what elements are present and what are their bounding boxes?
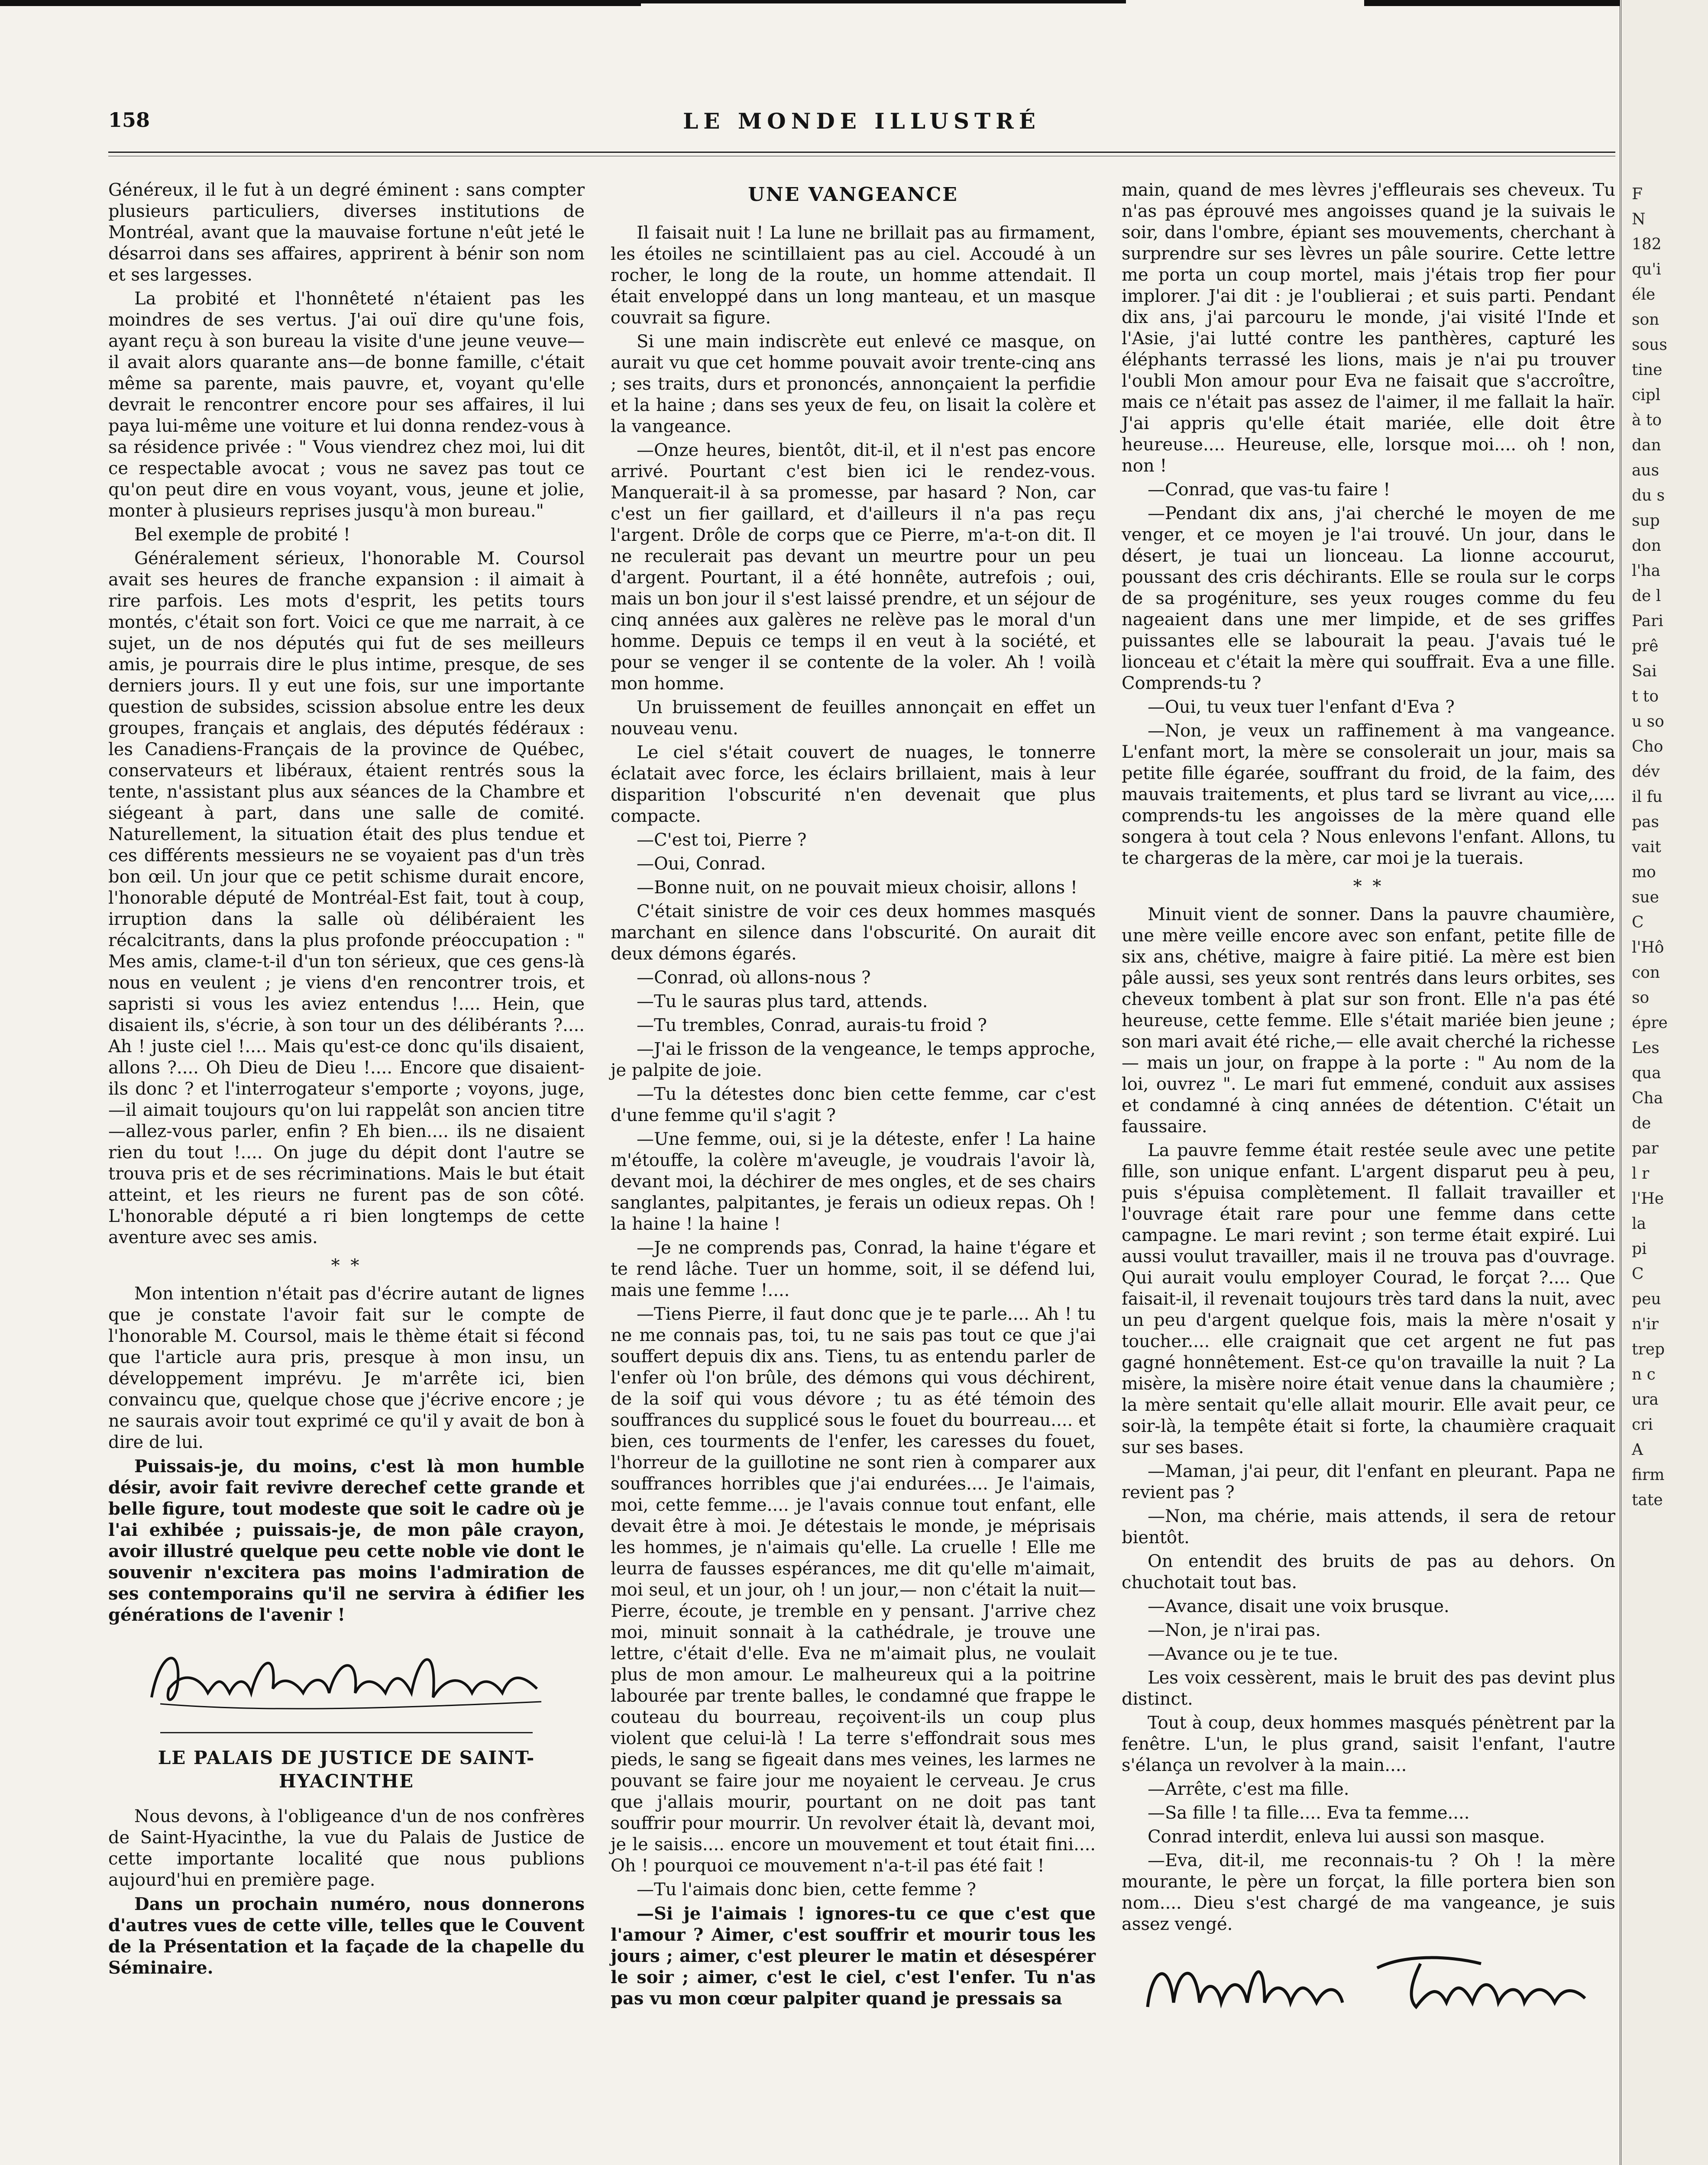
edge-fragment: N [1632,210,1646,228]
top-border-right [1364,0,1624,6]
signature [108,1628,585,1719]
edge-fragment: son [1632,311,1659,329]
column-2 [611,180,1096,2012]
edge-fragment: peu [1632,1290,1661,1308]
edge-fragment: Cha [1632,1089,1663,1107]
edge-fragment: l'Hô [1632,939,1664,956]
edge-fragment: tine [1632,361,1663,379]
edge-fragment: vait [1632,838,1661,856]
paragraph: —Tiens Pierre, il faut donc que je te parle.... Ah ! tu ne me connais pas, toi, tu ne sais pas tout ce que j'ai souffert depuis dix ans. Tiens, tu as entendu parler de l'enfer où l'on brûle, des démons qui vous déchirent, de la soif qui vous dévore ; tu as été témoin des souffrances du supplicé sous le fouet du bourreau.... et bien, ces tourments de l'enfer, les caresses du fouet, l'horreur de la guillotine ne sont rien à comparer aux souffrances horribles que j'ai endurées.... Je l'aimais, moi, cette femme.... je l'avais connue tout enfant, elle devait être à moi. Je détestais le monde, je méprisais les hommes, je n'aimais qu'elle. La cruelle ! Elle me leurra de fausses espérances, me dit qu'elle m'aimait, moi seul, et un jour, oh ! un jour,— non c'était la nuit—Pierre, écoute, je tremble en y pensant. J'arrive chez moi, minuit sonnait à la cathédrale, je trouve une lettre, c'était d'elle. Eva ne m'aimait plus, ne voulait plus de mon amour. Le malheureux qui a la poitrine labourée par trente balles, le condamné que frappe le couteau du bourreau, reçoivent-ils un coup plus violent que celui-là ! La terre s'effondrait sous mes pieds, le sang se figeait dans mes veines, les larmes ne pouvant se faire jour me noyaient le cerveau. Je crus que j'allais mourir, pourtant on ne doit pas tant souffrir pour mourrir. Un revolver était là, devant moi, je le saisis.... encore un mouvement et tout était fini.... Oh ! pourquoi ce mouvement n'a-t-il pas été fait ! [611,1304,1096,1876]
paragraph: Minuit vient de sonner. Dans la pauvre chaumière, une mère veille encore avec son enfant, petite fille de six ans, chétive, maigre à faire pitié. La mère est bien pâle aussi, ses yeux sont rentrés dans leurs orbites, ses cheveux tombent à plat sur son front. Elle n'a pas été heureuse, cette femme. Elle s'était mariée bien jeune ; son mari avait été riche,— elle avait cherché la richesse— mais un jour, on frappe à la porte : " Au nom de la loi, ouvrez ". Le mari fut emmené, conduit aux assises et condamné à cinq années de détention. C'était un faussaire. [1122,905,1615,1137]
page-number: 158 [108,108,150,132]
paragraph: —J'ai le frisson de la vengeance, le temps approche, je palpite de joie. [611,1039,1096,1080]
edge-fragment: con [1632,964,1660,982]
paragraph: —Conrad, que vas-tu faire ! [1148,480,1391,500]
section-rule [160,1732,533,1733]
edge-fragment: Cho [1632,738,1663,756]
paragraph: Il faisait nuit ! La lune ne brillait pas au firmament, les étoiles ne scintillaient pas au ciel. Accoudé à un rocher, le long de la route, un homme attendait. Il était enveloppé dans un long manteau, et un masque couvrait sa figure. [611,223,1096,328]
paragraph: —Arrête, c'est ma fille. [1148,1779,1349,1799]
edge-fragment: n c [1632,1366,1656,1383]
edge-fragment: prê [1632,637,1659,655]
edge-fragment: pi [1632,1240,1647,1258]
paragraph: —Oui, tu veux tuer l'enfant d'Eva ? [1148,697,1455,717]
edge-fragment: don [1632,537,1661,555]
paragraph: Bel exemple de probité ! [134,525,350,545]
paragraph: —Avance ou je te tue. [1148,1644,1339,1664]
paragraph: main, quand de mes lèvres j'effleurais ses cheveux. Tu n'as pas éprouvé mes angoisses quand je la suivais le soir, dans l'ombre, épiant ses mouvements, cherchant à surprendre sur ses lèvres un pâle sourire. Cette lettre me porta un coup mortel, mais j'étais trop fier pour implorer. J'ai dit : je l'oublierai ; et suis parti. Pendant dix ans, j'ai parcouru le monde, j'ai visité l'Inde et l'Asie, j'ai lutté contre les panthères, capturé les éléphants terrassé les lions, mais je n'ai pu trouver l'oubli Mon amour pour Eva ne faisait que s'accroître, mais ce n'était pas assez de l'aimer, il me fallait la haïr. J'ai appris qu'elle était mariée, elle doit être heureuse.... Heureuse, elle, lorsque moi.... oh ! non, non ! [1122,180,1615,476]
story-title: UNE VANGEANCE [748,184,958,206]
edge-fragment: par [1632,1140,1659,1157]
signature [1122,1938,1615,2029]
paragraph: Conrad interdit, enleva lui aussi son masque. [1148,1827,1545,1847]
page-header [108,108,1615,147]
edge-fragment: u so [1632,713,1664,730]
paragraph: —Eva, dit-il, me reconnais-tu ? Oh ! la mère mourante, le père un forçat, la fille portera bien son nom.... Dieu s'est chargé de ma vangeance, je suis assez vengé. [1122,1851,1615,1934]
section-divider-stars: * * [331,1256,362,1276]
paragraph: Les voix cessèrent, mais le bruit des pas devint plus distinct. [1122,1668,1615,1709]
edge-fragment: à to [1632,411,1662,429]
paragraph: —Non, ma chérie, mais attends, il sera de retour bientôt. [1122,1506,1615,1548]
edge-fragment: qua [1632,1064,1661,1082]
handwritten-signature-image [1135,1942,1611,2029]
paragraph: —Pendant dix ans, j'ai cherché le moyen de me venger, et ce moyen je l'ai trouvé. Un jour, dans le désert, je tuai un lionceau. La lionne accourut, poussant des cris déchirants. Elle se roula sur le corps de sa progéniture, ses yeux rouges comme du feu nageaient dans une mer limpide, et de ses griffes puissantes elle se labourait la peau. J'avais tué le lionceau et c'était la mère qui souffrait. Eva a une fille. Comprends-tu ? [1122,504,1615,693]
paragraph: —Je ne comprends pas, Conrad, la haine t'égare et te rend lâche. Tuer un homme, soit, il se défend lui, mais une femme !.... [611,1238,1096,1300]
paragraph: C'était sinistre de voir ces deux hommes masqués marchant en silence dans l'obscurité. On aurait dit deux démons égarés. [611,902,1096,964]
edge-fragment: éle [1632,286,1656,304]
edge-fragment: t to [1632,688,1659,705]
edge-fragment: cri [1632,1416,1653,1434]
paragraph: Mon intention n'était pas d'écrire autant de lignes que je constate l'avoir fait sur le compte de l'honorable M. Coursol, mais le thème était si fécond que l'article aura pris, presque à mon insu, un développement imprévu. Je m'arrête ici, bien convaincu que, quelque chose que j'écrive encore ; je ne saurais avoir tout exprimé ce qu'il y avait de bon à dire de lui. [108,1284,585,1452]
paragraph: La pauvre femme était restée seule avec une petite fille, son unique enfant. L'argent disparut peu à peu, puis s'épuisa complètement. Il fallait travailler et l'ouvrage était rare pour une femme dans cette campagne. Le mari revint ; son terme était expiré. Lui aussi voulut travailler, mais il ne trouva pas d'ouvrage. Qui aurait voulu employer Courad, le forçat ?.... Que faisait-il, il revenait toujours très tard dans la nuit, avec un peu d'argent quelque fois, mais la mère n'osait y toucher.... elle craignait que cet argent ne fut pas gagné honnêtement. Est-ce qu'on travaille la nuit ? La misère, la misère noire était venue dans la chaumière ; la mère sentait qu'elle allait mourir. Elle avait peur, ce soir-là, la tempête était si forte, la chaumière craquait sur ses bases. [1122,1141,1615,1457]
paragraph: Puissais-je, du moins, c'est là mon humble désir, avoir fait revivre derechef cette grande et belle figure, tout modeste que soit le cadre où je l'ai exhibée ; puissais-je, de mon pâle crayon, avoir illustré quelque peu cette noble vie dont le souvenir n'excitera pas moins l'admiration de ses contemporains qu'il ne servira à édifier les générations de l'avenir ! [108,1456,585,1625]
paragraph: —Avance, disait une voix brusque. [1148,1596,1449,1616]
edge-fragment: F [1632,185,1643,203]
edge-fragment: n'ir [1632,1315,1659,1333]
edge-fragment: sue [1632,889,1659,906]
paragraph: —Tu le sauras plus tard, attends. [637,992,928,1011]
paragraph: —Non, je n'irai pas. [1148,1620,1321,1640]
edge-fragment: 182 [1632,236,1662,253]
edge-fragment: du s [1632,487,1665,504]
edge-fragment: Les [1632,1039,1659,1057]
paragraph: Dans un prochain numéro, nous donnerons d'autres vues de cette ville, telles que le Couvent de la Présentation et la façade de la chapelle du Séminaire. [108,1894,585,1978]
paragraph: Tout à coup, deux hommes masqués pénètrent par la fenêtre. L'un, le plus grand, saisit l'enfant, l'autre s'élança un revolver à la main.... [1122,1713,1615,1775]
paragraph: —Oui, Conrad. [637,854,766,874]
paragraph: Généralement sérieux, l'honorable M. Coursol avait ses heures de franche expansion : il aimait à rire parfois. Les mots d'esprit, les petits tours montés, c'était son fort. Voici ce que me narrait, à ce sujet, un de nos députés qui fut de ses meilleurs amis, je pourrais dire le plus intime, presque, de ses derniers jours. Il y eut une fois, sur une importante question de subsides, scission absolue entre les deux groupes, français et anglais, des députés fédéraux : les Canadiens-Français de la province de Québec, conservateurs et libéraux, étaient rentrés sous la tente, n'assistant plus aux séances de la Chambre et siégeant à part, dans une salle de comité. Naturellement, la situation était des plus tendue et ces différents messieurs ne se voyaient pas d'un très bon œil. Un jour que ce petit schisme durait encore, l'honorable député de Montréal-Est fait, tout à coup, irruption dans la salle où délibéraient les récalcitrants, dans la plus profonde préoccupation : " Mes amis, clame-t-il d'un ton sérieux, que ces gens-là nous en veulent ; je viens d'en rencontrer trois, et sapristi si vous les aviez entendus !.... Hein, que disaient ils, s'écrie, à son tour un des délibérants ?.... Ah ! juste ciel !.... Mais qu'est-ce donc qu'ils disaient, allons ?.... Oh Dieu de Dieu !.... Encore que disaient-ils donc ? et l'interrogateur s'emporte ; voyons, juge, —il aimait toujours qu'on lui rappelât son ancien titre—allez-vous parler, enfin ? Eh bien.... ils ne disaient rien du tout !.... On juge du dépit dont l'autre se trouva pris et de ses récriminations. Mais le but était atteint, et les rieurs ne furent pas de son côté. L'honorable député a ri bien longtemps de cette aventure avec ses amis. [108,549,585,1247]
edge-fragment: pas [1632,813,1659,831]
paragraph: —Une femme, oui, si je la déteste, enfer ! La haine m'étouffe, la colère m'aveugle, je voudrais l'avoir là, devant moi, la déchirer de mes ongles, et de ses chairs sanglantes, palpitantes, je ferais un odieux repas. Oh ! la haine ! la haine ! [611,1129,1096,1234]
edge-fragment: il fu [1632,788,1663,806]
paragraph: Nous devons, à l'obligeance d'un de nos confrères de Saint-Hyacinthe, la vue du Palais de Justice de cette importante localité que nous publions aujourd'hui en première page. [108,1806,585,1890]
edge-fragment: sous [1632,336,1667,354]
paragraph: —Non, je veux un raffinement à ma vangeance. L'enfant mort, la mère se consolerait un jour, mais sa petite fille égarée, souffrant du froid, de la faim, des mauvais traitements, et plus tard se livrant au vice,.... comprends-tu les angoisses de la mère quand elle songera à tout cela ? Nous enlevons l'enfant. Allons, tu te chargeras de la mère, car moi je la tuerais. [1122,721,1615,868]
header-rule [108,152,1615,153]
paragraph: Si une main indiscrète eut enlevé ce masque, on aurait vu que cet homme pouvait avoir trente-cinq ans ; ses traits, durs et prononcés, annonçaient la perfidie et la haine ; dans ses yeux de feu, on lisait la colère et la vangeance. [611,332,1096,436]
masthead: LE MONDE ILLUSTRÉ [683,108,1041,134]
paragraph: La probité et l'honnêteté n'étaient pas les moindres de ses vertus. J'ai ouï dire qu'une fois, ayant reçu à son bureau la visite d'une jeune veuve—il avait alors quarante ans—de bonne famille, c'était même sa parente, mais pauvre, et, voyant qu'elle devrait le rencontrer encore pour ses affaires, il lui paya lui-même une voiture et lui donna rendez-vous à sa résidence privée : " Vous viendrez chez moi, lui dit ce respectable avocat ; vous ne savez pas tout ce qu'on peut dire en vous voyant, vous, jeune et jolie, monter à plusieurs reprises jusqu'à mon bureau." [108,289,585,521]
edge-fragment: so [1632,989,1650,1007]
edge-fragment: de l [1632,587,1661,605]
edge-fragment: trep [1632,1341,1665,1358]
paragraph: —Tu l'aimais donc bien, cette femme ? [637,1880,977,1900]
edge-fragment: aus [1632,462,1659,479]
paragraph: —Onze heures, bientôt, dit-il, et il n'est pas encore arrivé. Pourtant c'est bien ici le rendez-vous. Manquerait-il à sa promesse, par hasard ? Non, car c'est un fier gaillard, et d'ailleurs il n'a pas reçu l'argent. Drôle de corps que ce Pierre, m'a-t-on dit. Il ne reculerait pas devant un meurtre pour un peu d'argent. Pourtant, il a été honnête, autrefois ; oui, mais un bon jour il s'est laissé prendre, et un séjour de cinq années aux galères ne relève pas le moral d'un homme. Depuis ce temps il en veut à la société, et pour se venger il se contente de la voler. Ah ! voilà mon homme. [611,440,1096,694]
edge-fragment: mo [1632,863,1656,881]
paragraph: Généreux, il le fut à un degré éminent : sans compter plusieurs particuliers, diverses institutions de Montréal, avant que la mauvaise fortune n'eût jeté le désarroi dans ses affaires, apprirent à bénir son nom et ses largesses. [108,180,585,285]
edge-fragment: tate [1632,1491,1663,1509]
paragraph: —C'est toi, Pierre ? [637,830,807,850]
edge-fragment: l r [1632,1165,1650,1183]
top-border-mid [641,0,1126,3]
facing-page-edge [1620,0,1708,2165]
edge-fragment: A [1632,1441,1643,1459]
paragraph: —Tu la détestes donc bien cette femme, car c'est d'une femme qu'il s'agit ? [611,1084,1096,1125]
edge-fragment: C [1632,914,1644,931]
paragraph: Un bruissement de feuilles annonçait en effet un nouveau venu. [611,698,1096,739]
edge-fragment: de [1632,1115,1651,1132]
edge-fragment: dév [1632,763,1660,781]
paragraph: —Conrad, où allons-nous ? [637,968,871,988]
section-title: LE PALAIS DE JUSTICE DE SAINT-HYACINTHE [158,1747,535,1792]
edge-fragment: sup [1632,512,1660,530]
paragraph: On entendit des bruits de pas au dehors. On chuchotait tout bas. [1122,1551,1615,1593]
edge-fragment: la [1632,1215,1646,1233]
edge-fragment: l'ha [1632,562,1661,580]
edge-fragment: ura [1632,1391,1659,1409]
paragraph: —Sa fille ! ta fille.... Eva ta femme.... [1148,1803,1470,1823]
edge-fragment: C [1632,1265,1644,1283]
top-border-left [0,0,641,6]
handwritten-signature-image [134,1632,567,1719]
edge-fragment: dan [1632,436,1661,454]
edge-fragment: qu'i [1632,261,1661,278]
column-1 [108,180,585,1981]
edge-fragment: firm [1632,1466,1665,1484]
paragraph: —Maman, j'ai peur, dit l'enfant en pleurant. Papa ne revient pas ? [1122,1461,1615,1503]
edge-fragment: cipl [1632,386,1661,404]
section-divider-stars: * * [1353,876,1384,896]
edge-fragment: l'He [1632,1190,1664,1208]
column-3 [1122,180,1615,2029]
edge-fragment: Pari [1632,612,1663,630]
edge-fragment: épre [1632,1014,1668,1032]
paragraph: Le ciel s'était couvert de nuages, le tonnerre éclatait avec force, les éclairs brillaient, mais à leur disparition l'obscurité n'en devenait que plus compacte. [611,743,1096,826]
paragraph: —Bonne nuit, on ne pouvait mieux choisir, allons ! [637,878,1077,898]
paragraph: —Tu trembles, Conrad, aurais-tu froid ? [637,1015,987,1035]
paragraph: —Si je l'aimais ! ignores-tu ce que c'est que l'amour ? Aimer, c'est souffrir et mourir tous les jours ; aimer, c'est pleurer le matin et désespérer le soir ; aimer, c'est le ciel, c'est l'enfer. Tu n'as pas vu mon cœur palpiter quand je pressais sa [611,1903,1096,2009]
edge-fragment: Sai [1632,662,1657,680]
